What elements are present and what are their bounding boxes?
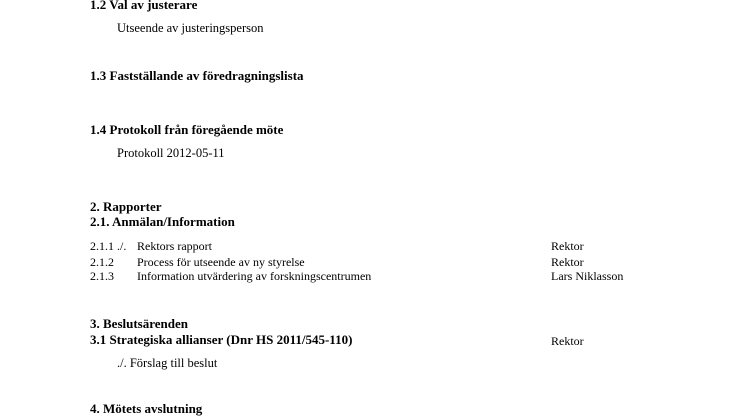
- section-1-4-text: Protokoll 2012-05-11: [117, 146, 225, 160]
- section-3-heading: 3. Beslutsärenden: [90, 316, 188, 331]
- section-1-4-heading: 1.4 Protokoll från föregående möte: [90, 122, 284, 137]
- item-2-1-2-text: Process för utseende av ny styrelse: [137, 255, 305, 269]
- section-3-1-heading: 3.1 Strategiska allianser (Dnr HS 2011/545-110): [90, 332, 353, 347]
- item-2-1-1-responsible: Rektor: [551, 239, 584, 253]
- item-2-1-3-number: 2.1.3: [90, 269, 114, 283]
- item-2-1-3-responsible: Lars Niklasson: [551, 269, 624, 283]
- item-2-1-1-text: Rektors rapport: [137, 239, 212, 253]
- item-2-1-1-number: 2.1.1 ./.: [90, 239, 127, 253]
- section-1-3-heading: 1.3 Fastställande av föredragningslista: [90, 68, 304, 83]
- section-2-1-heading: 2.1. Anmälan/Information: [90, 214, 235, 229]
- section-2-heading: 2. Rapporter: [90, 199, 162, 214]
- section-3-1-responsible: Rektor: [551, 334, 584, 348]
- section-3-1-text: ./. Förslag till beslut: [117, 356, 218, 370]
- item-2-1-3-text: Information utvärdering av forskningscentrumen: [137, 269, 372, 283]
- section-1-2-text: Utseende av justeringsperson: [117, 21, 264, 35]
- section-4-heading: 4. Mötets avslutning: [90, 401, 203, 416]
- item-2-1-2-number: 2.1.2: [90, 255, 114, 269]
- section-1-2-heading: 1.2 Val av justerare: [90, 0, 198, 12]
- item-2-1-2-responsible: Rektor: [551, 255, 584, 269]
